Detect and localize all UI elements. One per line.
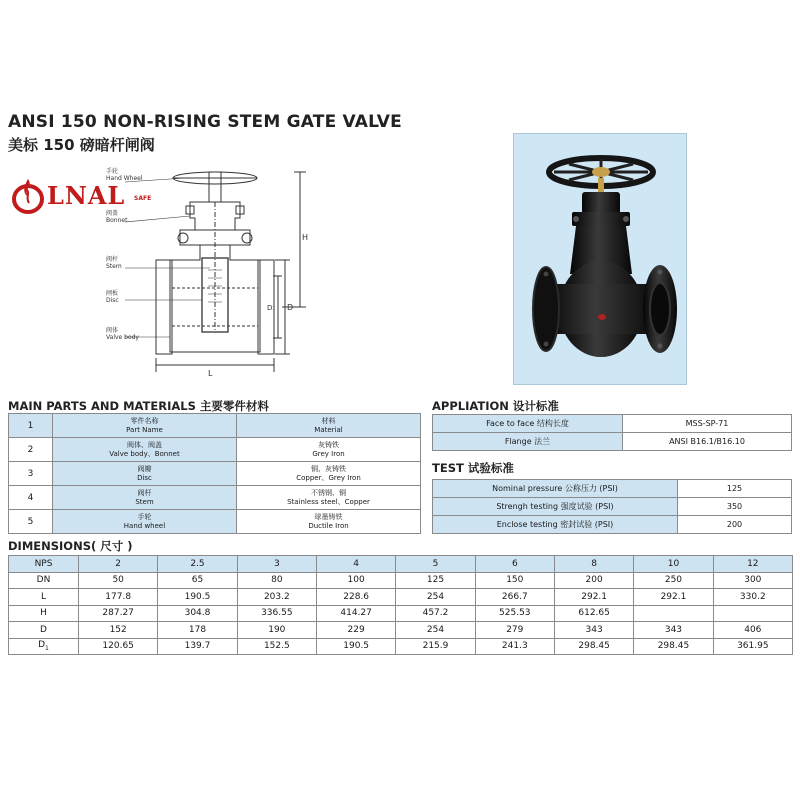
table-row: [433, 498, 792, 516]
valve-technical-drawing: [90, 160, 340, 380]
table-cell: Enclose testing 密封试验 (PSI): [433, 516, 678, 534]
table-row: [9, 638, 793, 655]
parts-heading: MAIN PARTS AND MATERIALS 主要零件材料: [8, 399, 269, 413]
table-cell: 球墨铸铁 Ductile Iron: [237, 510, 421, 534]
table-cell: 292.1: [554, 589, 633, 606]
table-cell: 250: [634, 572, 713, 589]
table-header-cell: 10: [634, 556, 713, 573]
table-cell: 65: [158, 572, 237, 589]
logo-flame-icon: [10, 175, 50, 215]
label-disc: 闸板 Disc: [106, 290, 119, 304]
table-cell: 241.3: [475, 638, 554, 655]
table-cell: 254: [396, 622, 475, 639]
dimensions-heading: DIMENSIONS( 尺寸 ): [8, 539, 133, 553]
table-row: [9, 572, 793, 589]
label-valve-body: 阀体 Valve body: [106, 327, 139, 341]
page-title: ANSI 150 NON-RISING STEM GATE VALVE: [8, 112, 402, 132]
table-header-cell: 5: [396, 556, 475, 573]
table-cell: Face to face 结构长度: [433, 415, 623, 433]
table-cell: 190.5: [158, 589, 237, 606]
table-cell: 178: [158, 622, 237, 639]
row-label: L: [9, 589, 79, 606]
dim-label-l: L: [208, 369, 213, 378]
row-label: $D_1$: [9, 638, 79, 655]
table-cell: 304.8: [158, 605, 237, 622]
table-cell: 266.7: [475, 589, 554, 606]
label-stem: 阀杆 Stem: [106, 256, 122, 270]
label-hand-wheel: 手轮 Hand Wheel: [106, 168, 143, 182]
table-row: [9, 510, 421, 534]
table-header-cell: 12: [713, 556, 792, 573]
table-header-cell: NPS: [9, 556, 79, 573]
valve-section-drawing: [90, 160, 340, 380]
table-cell: 铜、灰铸铁 Copper、Grey Iron: [237, 462, 421, 486]
table-row: [9, 462, 421, 486]
parts-materials-table: [8, 413, 421, 534]
table-cell: 1: [9, 414, 53, 438]
label-bonnet: 阀盖 Bonnet: [106, 210, 128, 224]
dim-label-h: H: [302, 233, 309, 242]
table-cell: 材料 Material: [237, 414, 421, 438]
table-row: [9, 438, 421, 462]
table-cell: 279: [475, 622, 554, 639]
table-cell: 200: [678, 516, 792, 534]
application-table: [432, 414, 792, 451]
table-cell: 229: [316, 622, 395, 639]
table-header-cell: 6: [475, 556, 554, 573]
table-cell: 190: [237, 622, 316, 639]
table-row: [433, 433, 792, 451]
test-heading: TEST 试验标准: [432, 461, 514, 475]
table-cell: 177.8: [79, 589, 158, 606]
logo-subtext: SAFE: [134, 195, 152, 202]
table-row: [433, 480, 792, 498]
page-subtitle-cn: 美标 150 磅暗杆闸阀: [8, 136, 155, 154]
table-cell: 336.55: [237, 605, 316, 622]
table-row: [9, 605, 793, 622]
table-cell: Flange 法兰: [433, 433, 623, 451]
table-cell: 阀体、阀盖 Valve body、Bonnet: [53, 438, 237, 462]
table-cell: 152.5: [237, 638, 316, 655]
application-heading: APPLIATION 设计标准: [432, 399, 559, 413]
dim-label-d: D: [287, 303, 294, 312]
table-cell: 125: [678, 480, 792, 498]
table-cell: 298.45: [634, 638, 713, 655]
table-cell: 零件名称 Part Name: [53, 414, 237, 438]
table-header-cell: 8: [554, 556, 633, 573]
table-row: [9, 589, 793, 606]
table-cell: 254: [396, 589, 475, 606]
table-cell: 200: [554, 572, 633, 589]
table-cell: [634, 605, 713, 622]
table-cell: 203.2: [237, 589, 316, 606]
table-cell: 阀杆 Stem: [53, 486, 237, 510]
table-cell: 228.6: [316, 589, 395, 606]
table-row: [9, 414, 421, 438]
table-cell: 457.2: [396, 605, 475, 622]
logo-text: LNAL: [47, 181, 126, 210]
table-header-cell: 4: [316, 556, 395, 573]
table-cell: [713, 605, 792, 622]
row-label: D: [9, 622, 79, 639]
table-cell: 4: [9, 486, 53, 510]
table-cell: 190.5: [316, 638, 395, 655]
test-table: [432, 479, 792, 534]
table-cell: 287.27: [79, 605, 158, 622]
table-row: [433, 415, 792, 433]
table-cell: 612.65: [554, 605, 633, 622]
table-cell: 343: [634, 622, 713, 639]
table-cell: 292.1: [634, 589, 713, 606]
table-row: [9, 486, 421, 510]
table-cell: ANSI B16.1/B16.10: [623, 433, 792, 451]
table-cell: 100: [316, 572, 395, 589]
gate-valve-image: [514, 134, 688, 386]
table-cell: 343: [554, 622, 633, 639]
table-cell: 不锈钢、铜 Stainless steel、Copper: [237, 486, 421, 510]
table-header-cell: 3: [237, 556, 316, 573]
table-header-row: [9, 556, 793, 573]
table-cell: 50: [79, 572, 158, 589]
table-cell: 215.9: [396, 638, 475, 655]
table-cell: 298.45: [554, 638, 633, 655]
valve-product-photo: [513, 133, 687, 385]
table-cell: 414.27: [316, 605, 395, 622]
table-cell: 手轮 Hand wheel: [53, 510, 237, 534]
table-cell: 80: [237, 572, 316, 589]
table-cell: 361.95: [713, 638, 792, 655]
table-cell: Strengh testing 强度试验 (PSI): [433, 498, 678, 516]
table-row: [433, 516, 792, 534]
dimensions-table: [8, 555, 793, 655]
table-row: [9, 622, 793, 639]
table-cell: 5: [9, 510, 53, 534]
table-cell: 150: [475, 572, 554, 589]
table-cell: Nominal pressure 公称压力 (PSI): [433, 480, 678, 498]
table-header-cell: 2: [79, 556, 158, 573]
table-cell: 120.65: [79, 638, 158, 655]
row-label: H: [9, 605, 79, 622]
table-cell: 300: [713, 572, 792, 589]
table-cell: 139.7: [158, 638, 237, 655]
row-label: DN: [9, 572, 79, 589]
table-cell: 2: [9, 438, 53, 462]
table-cell: 330.2: [713, 589, 792, 606]
table-cell: 3: [9, 462, 53, 486]
table-cell: 525.53: [475, 605, 554, 622]
table-cell: 152: [79, 622, 158, 639]
table-cell: 406: [713, 622, 792, 639]
dim-label-d1: D₁: [267, 304, 276, 312]
table-cell: 阀瓣 Disc: [53, 462, 237, 486]
table-cell: 350: [678, 498, 792, 516]
table-cell: 灰铸铁 Grey Iron: [237, 438, 421, 462]
table-header-cell: 2.5: [158, 556, 237, 573]
table-cell: 125: [396, 572, 475, 589]
table-cell: MSS-SP-71: [623, 415, 792, 433]
